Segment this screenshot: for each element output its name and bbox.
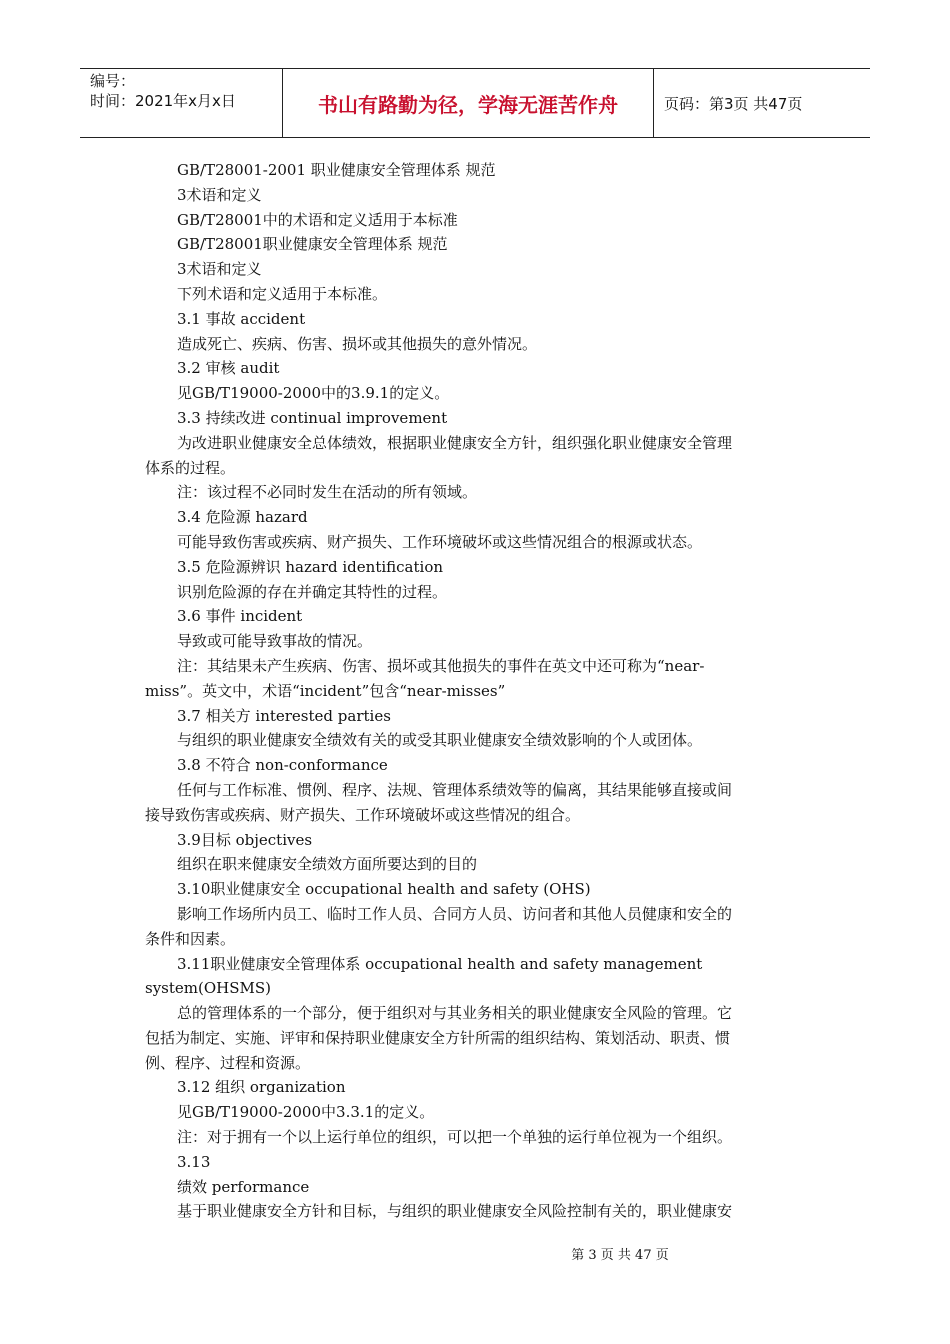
text-line: 注：对于拥有一个以上运行单位的组织，可以把一个单独的运行单位视为一个组织。: [177, 1128, 733, 1147]
text-line: 组织在职来健康安全绩效方面所要达到的目的: [177, 855, 478, 874]
text-line: 3.10职业健康安全 occupational health and safety (OHS): [177, 880, 591, 899]
text-line: 3.7 相关方 interested parties: [177, 706, 391, 725]
text-line: 3.6 事件 incident: [177, 607, 303, 626]
text-line: 总的管理体系的一个部分，便于组织对与其业务相关的职业健康安全风险的管理。它: [177, 1004, 733, 1023]
text-line: 识别危险源的存在并确定其特性的过程。: [177, 582, 448, 601]
footer-page-number: 第 3 页 共 47 页: [571, 1248, 669, 1263]
text-line: 接导致伤害或疾病、财产损失、工作环境破坏或这些情况的组合。: [145, 805, 581, 824]
text-line: GB/T28001职业健康安全管理体系 规范: [177, 235, 448, 254]
text-line: 可能导致伤害或疾病、财产损失、工作环境破坏或这些情况组合的根源或状态。: [177, 532, 703, 551]
text-line: 3.1 事故 accident: [177, 309, 306, 328]
text-line: 3.11职业健康安全管理体系 occupational health and safety management: [177, 954, 703, 973]
text-line: 绩效 performance: [177, 1177, 310, 1196]
text-line: 影响工作场所内员工、临时工作人员、合同方人员、访问者和其他人员健康和安全的: [177, 904, 733, 923]
text-line: 造成死亡、疾病、伤害、损坏或其他损失的意外情况。: [177, 334, 538, 353]
text-line: system(OHSMS): [145, 979, 271, 998]
header-meta: [80, 69, 282, 137]
page-header: [80, 68, 870, 138]
text-line: 导致或可能导致事故的情况。: [177, 632, 373, 651]
text-line: 条件和因素。: [145, 929, 236, 948]
text-line: GB/T28001中的术语和定义适用于本标准: [177, 210, 458, 229]
text-line: 见GB/T19000-2000中的3.9.1的定义。: [177, 384, 450, 403]
date-label: 时间：2021年x月x日: [90, 92, 236, 110]
text-line: 下列术语和定义适用于本标准。: [177, 284, 388, 303]
text-line: 包括为制定、实施、评审和保持职业健康安全方针所需的组织结构、策划活动、职责、惯: [145, 1028, 731, 1047]
text-line: 3术语和定义: [177, 260, 262, 279]
text-line: 3术语和定义: [177, 185, 262, 204]
text-line: 3.12 组织 organization: [177, 1078, 346, 1097]
number-label: 编号：: [90, 72, 136, 90]
text-line: 体系的过程。: [145, 458, 236, 477]
text-line: miss”。英文中，术语“incident”包含“near-misses”: [145, 681, 506, 700]
header-motto-cell: [282, 69, 654, 137]
document-body: [145, 158, 800, 1224]
text-line: GB/T28001-2001 职业健康安全管理体系 规范: [177, 161, 496, 179]
header-page-cell: [654, 69, 870, 137]
page-footer: [0, 1244, 950, 1263]
header-motto: 书山有路勤为径，学海无涯苦作舟: [318, 92, 618, 117]
text-line: 与组织的职业健康安全绩效有关的或受其职业健康安全绩效影响的个人或团体。: [177, 731, 703, 750]
text-line: 3.5 危险源辨识 hazard identification: [177, 557, 444, 576]
text-line: 3.8 不符合 non-conformance: [177, 756, 388, 775]
text-line: 3.13: [177, 1152, 211, 1171]
text-line: 基于职业健康安全方针和目标，与组织的职业健康安全风险控制有关的，职业健康安: [177, 1202, 733, 1221]
text-line: 为改进职业健康安全总体绩效，根据职业健康安全方针，组织强化职业健康安全管理: [177, 433, 733, 452]
header-page-label: 页码：第3页 共47页: [664, 94, 803, 113]
text-line: 注：其结果未产生疾病、伤害、损坏或其他损失的事件在英文中还可称为“near-: [177, 656, 705, 675]
text-line: 例、程序、过程和资源。: [145, 1053, 311, 1072]
text-line: 3.2 审核 audit: [177, 359, 280, 378]
text-line: 3.9目标 objectives: [177, 830, 313, 849]
text-line: 3.4 危险源 hazard: [177, 508, 308, 527]
text-line: 注：该过程不必同时发生在活动的所有领域。: [177, 483, 478, 502]
text-line: 3.3 持续改进 continual improvement: [177, 408, 448, 427]
text-line: 任何与工作标准、惯例、程序、法规、管理体系绩效等的偏离，其结果能够直接或间: [177, 780, 733, 799]
text-line: 见GB/T19000-2000中3.3.1的定义。: [177, 1103, 435, 1122]
